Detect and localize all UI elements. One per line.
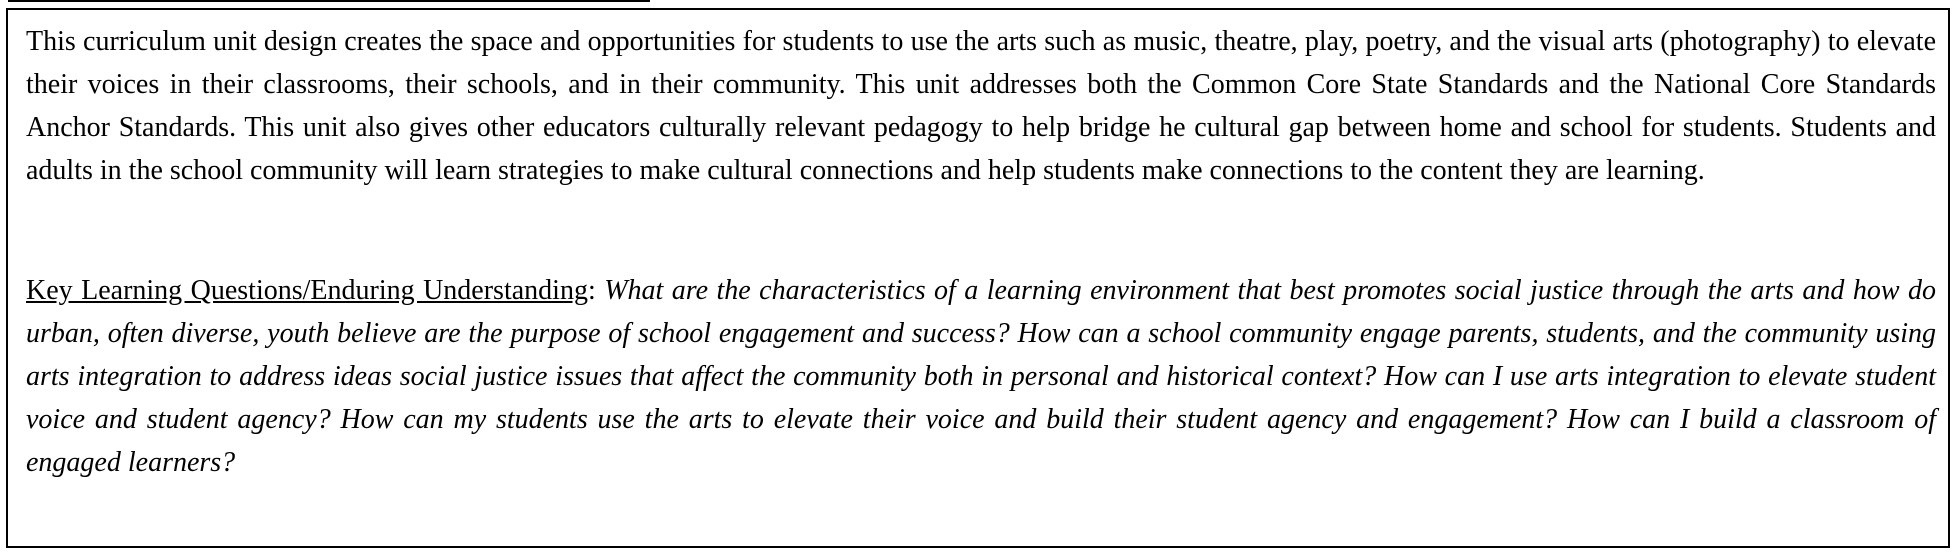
top-divider-line (8, 0, 650, 2)
key-learning-paragraph (26, 269, 1936, 484)
key-learning-questions: What are the characteristics of a learning environment that best promotes social justice through the arts and how do urban, often diverse, youth believe are the purpose of school engagement and success? How can a school community engage parents, students, and the community using arts integration to address ideas social justice issues that affect the community both in personal and historical context? How can I use arts integration to elevate student voice and student agency? How can my students use the arts to elevate their voice and build their student agency and engagement? How can I build a classroom of engaged learners? (26, 275, 1937, 478)
curriculum-summary-box (6, 8, 1950, 548)
intro-paragraph: This curriculum unit design creates the space and opportunities for students to use the arts such as music, theatre, play, poetry, and the visual arts (photography) to elevate their voices in their classrooms, their schools, and in their community. This unit addresses both the Common Core State Standards and the National Core Standards Anchor Standards. This unit also gives other educators culturally relevant pedagogy to help bridge he cultural gap between home and school for students. Students and adults in the school community will learn strategies to make cultural connections and help students make connections to the content they are learning. (26, 26, 1936, 186)
key-learning-label: Key Learning Questions/Enduring Understanding (26, 275, 588, 306)
key-learning-separator: : (587, 275, 605, 306)
